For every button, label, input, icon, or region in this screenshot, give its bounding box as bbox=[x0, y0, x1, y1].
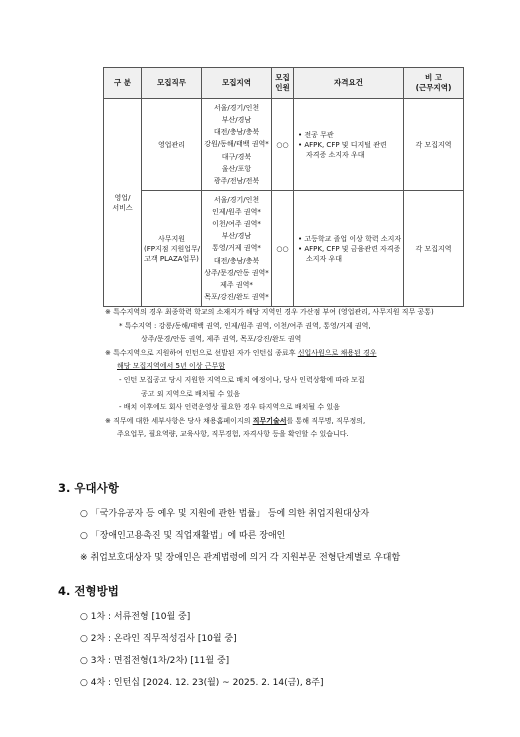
header-count-line2: 인원 bbox=[275, 83, 290, 92]
category-line: 서비스 bbox=[112, 203, 133, 212]
qualification-line: • AFPK, CFP 및 디지털 관련 bbox=[298, 140, 387, 149]
job-line: 사무지원 bbox=[157, 234, 186, 243]
note-intern-condition-cont bbox=[105, 360, 465, 374]
qualification-line: • AFPK, CFP 및 금융관련 자격증 bbox=[298, 244, 401, 253]
note-special-region-list-cont: 상주/문경/안동 권역, 제주 권역, 목포/강진/완도 권역 bbox=[141, 335, 302, 344]
note-job-description bbox=[105, 415, 465, 429]
header-note-line2: (근무지역) bbox=[415, 83, 452, 92]
process-step: ○ 1차 : 서류전형 [10월 중] bbox=[80, 612, 191, 622]
note-job-description-text: ※ 직무에 대한 세부사항은 당사 채용홈페이지의 bbox=[105, 416, 253, 425]
note-intern-underline-cont: 해당 모집지역에서 5년 이상 근무함 bbox=[117, 362, 226, 371]
header-note bbox=[404, 68, 464, 99]
job-cell bbox=[142, 99, 202, 191]
region-line: 서울/경기/인천 bbox=[213, 195, 260, 204]
region-line: 울산/포항 bbox=[221, 164, 252, 173]
qualification-cell bbox=[294, 99, 404, 191]
note-cell: 각 모집지역 bbox=[404, 99, 464, 191]
region-line: 부산/경남 bbox=[221, 232, 252, 241]
header-qualification: 자격요건 bbox=[294, 68, 404, 99]
region-line: 통영/거제 권역* bbox=[212, 244, 261, 253]
qualification-line: 자격증 소지자 우대 bbox=[306, 150, 365, 159]
job-description-link[interactable]: 직무기술서 bbox=[252, 416, 287, 425]
section-4-title: 4. 전형방법 bbox=[58, 584, 119, 598]
note-job-description-post: 를 통해 직무명, 직무정의, bbox=[286, 416, 366, 425]
recruitment-table bbox=[103, 67, 464, 307]
header-count bbox=[272, 68, 294, 99]
category-cell bbox=[104, 99, 142, 307]
table-row bbox=[104, 99, 464, 191]
region-line: 대전/충남/충북 bbox=[213, 256, 260, 265]
note-cell: 각 모집지역 bbox=[404, 191, 464, 307]
region-line: 서울/경기/인천 bbox=[213, 103, 260, 112]
section-3-title: 3. 우대사항 bbox=[58, 481, 119, 495]
table-header-row bbox=[104, 68, 464, 99]
region-cell bbox=[202, 99, 272, 191]
note-placement-detail: - 인턴 모집공고 당시 지원한 지역으로 배치 예정이나, 당사 인력상황에 따라 모집 bbox=[119, 375, 365, 384]
preference-item: ○ 「국가유공자 등 예우 및 지원에 관한 법률」 등에 의한 취업지원대상자 bbox=[80, 509, 370, 519]
qualification-line: • 전공 무관 bbox=[298, 130, 334, 139]
region-line: 제주 권역* bbox=[220, 281, 253, 289]
qualification-cell bbox=[294, 191, 404, 307]
count-cell: ○○ bbox=[272, 191, 294, 307]
region-cell bbox=[202, 191, 272, 307]
header-region: 모집지역 bbox=[202, 68, 272, 99]
region-line: 목포/강진/완도 권역* bbox=[204, 293, 269, 302]
process-step: ○ 4차 : 인턴십 [2024. 12. 23(월) ~ 2025. 2. 14(금), 8주] bbox=[80, 678, 324, 688]
region-line: 대전/충남/충북 bbox=[213, 128, 260, 137]
region-line: 광주/전남/전북 bbox=[213, 177, 260, 185]
job-cell bbox=[142, 191, 202, 307]
header-count-line1: 모집 bbox=[275, 73, 290, 82]
count-cell: ○○ bbox=[272, 99, 294, 191]
region-line: 상주/문경/안동 권역* bbox=[204, 268, 269, 277]
region-line: 부산/경남 bbox=[221, 115, 252, 124]
notes-block bbox=[105, 306, 465, 442]
qualification-line: 소지자 우대 bbox=[306, 254, 343, 263]
region-line: 강원/동해/태백 권역* bbox=[204, 140, 269, 149]
process-step: ○ 2차 : 온라인 직무적성검사 [10월 중] bbox=[80, 634, 237, 644]
job-line: 고객 PLAZA업무) bbox=[144, 254, 199, 263]
header-job: 모집직무 bbox=[142, 68, 202, 99]
note-intern-underline: 신입사원으로 채용된 경우 bbox=[297, 348, 377, 357]
job-line: 영업관리 bbox=[157, 140, 186, 149]
region-line: 인제/원주 권역* bbox=[212, 207, 261, 216]
note-special-region-list: * 특수지역 : 강릉/동해/태백 권역, 인제/원주 권역, 이천/여주 권역, 통영/거제 권역, bbox=[119, 321, 371, 330]
note-special-region: ※ 특수지역의 경우 최종학력 학교의 소재지가 해당 지역인 경우 가산점 부여 (영업관리, 사무지원 직무 공통) bbox=[105, 308, 434, 316]
region-line: 이천/여주 권역* bbox=[212, 219, 261, 228]
job-line: (FP지점 지원업무/ bbox=[144, 244, 201, 253]
note-job-description-cont: 주요업무, 필요역량, 교육사항, 직무경험, 자격사항 등을 확인할 수 있습니다. bbox=[117, 430, 349, 439]
category-line: 영업/ bbox=[114, 193, 131, 202]
table-row bbox=[104, 191, 464, 307]
header-note-line1: 비 고 bbox=[424, 73, 443, 82]
process-step: ○ 3차 : 면접전형(1차/2차) [11월 중] bbox=[80, 656, 230, 666]
note-intern-condition bbox=[105, 347, 465, 361]
header-category: 구 분 bbox=[104, 68, 142, 99]
region-line: 대구/경북 bbox=[221, 152, 252, 161]
preference-note: ※ 취업보호대상자 및 장애인은 관계법령에 의거 각 지원부문 전형단계별로 우대함 bbox=[80, 553, 401, 563]
note-intern-condition-text: ※ 특수지역으로 지원하여 인턴으로 선발된 자가 인턴십 종료후 bbox=[105, 348, 298, 357]
preference-item: ○ 「장애인고용촉진 및 직업재활법」에 따른 장애인 bbox=[80, 531, 286, 541]
note-placement-after: - 배치 이후에도 회사 인력운영상 필요한 경우 타지역으로 배치될 수 있음 bbox=[119, 403, 340, 412]
qualification-line: • 고등학교 졸업 이상 학력 소지자 bbox=[298, 234, 402, 243]
note-placement-detail-cont: 공고 외 지역으로 배치될 수 있음 bbox=[141, 389, 241, 398]
